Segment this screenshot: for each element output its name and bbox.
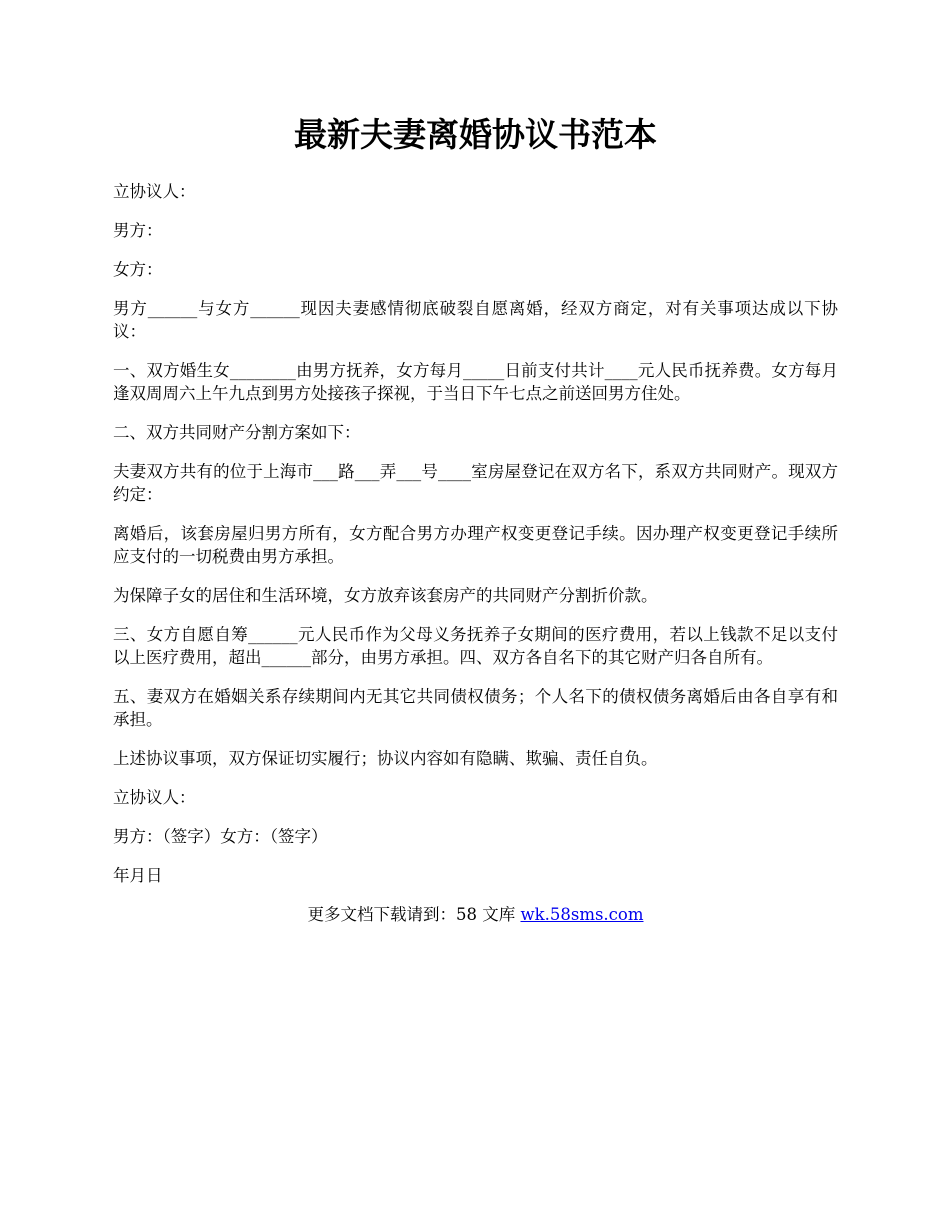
paragraph-clause-1: 一、双方婚生女________由男方抚养，女方每月_____日前支付共计____元人民币抚养费。女方每月逢双周周六上午九点到男方处接孩子探视，于当日下午七点之前送回男方住处。 bbox=[113, 361, 838, 403]
paragraph-parties-header: 立协议人： bbox=[113, 182, 196, 201]
paragraph-husband: 男方： bbox=[113, 221, 163, 240]
paragraph-clause-5: 五、妻双方在婚姻关系存续期间内无其它共同债权债务；个人名下的债权债务离婚后由各自享有和承担。 bbox=[113, 687, 838, 729]
paragraph-wife: 女方： bbox=[113, 260, 163, 279]
footer bbox=[113, 903, 838, 926]
paragraph-clause-3-4: 三、女方自愿自筹______元人民币作为父母义务抚养子女期间的医疗费用，若以上钱款不足以支付以上医疗费用，超出______部分，由男方承担。四、双方各自名下的其它财产归各自所有。 bbox=[113, 625, 838, 667]
paragraph-clause-2: 二、双方共同财产分割方案如下： bbox=[113, 423, 361, 442]
footer-link[interactable]: wk.58sms.com bbox=[520, 905, 644, 924]
paragraph-date: 年月日 bbox=[113, 866, 163, 885]
paragraph-signatures: 男方：（签字）女方：（签字） bbox=[113, 827, 328, 846]
paragraph-house-ownership: 离婚后，该套房屋归男方所有，女方配合男方办理产权变更登记手续。因办理产权变更登记手续所应支付的一切税费由男方承担。 bbox=[113, 524, 838, 566]
paragraph-signatories: 立协议人： bbox=[113, 788, 196, 807]
footer-text: 更多文档下载请到：58 文库 bbox=[307, 905, 521, 924]
paragraph-property: 夫妻双方共有的位于上海市___路___弄___号____室房屋登记在双方名下，系双方共同财产。现双方约定： bbox=[113, 462, 838, 504]
paragraph-waiver: 为保障子女的居住和生活环境，女方放弃该套房产的共同财产分割折价款。 bbox=[113, 586, 658, 605]
document-title: 最新夫妻离婚协议书范本 bbox=[294, 115, 657, 154]
paragraph-guarantee: 上述协议事项，双方保证切实履行；协议内容如有隐瞒、欺骗、责任自负。 bbox=[113, 749, 658, 768]
paragraph-preamble: 男方______与女方______现因夫妻感情彻底破裂自愿离婚，经双方商定，对有关事项达成以下协议： bbox=[113, 299, 838, 341]
